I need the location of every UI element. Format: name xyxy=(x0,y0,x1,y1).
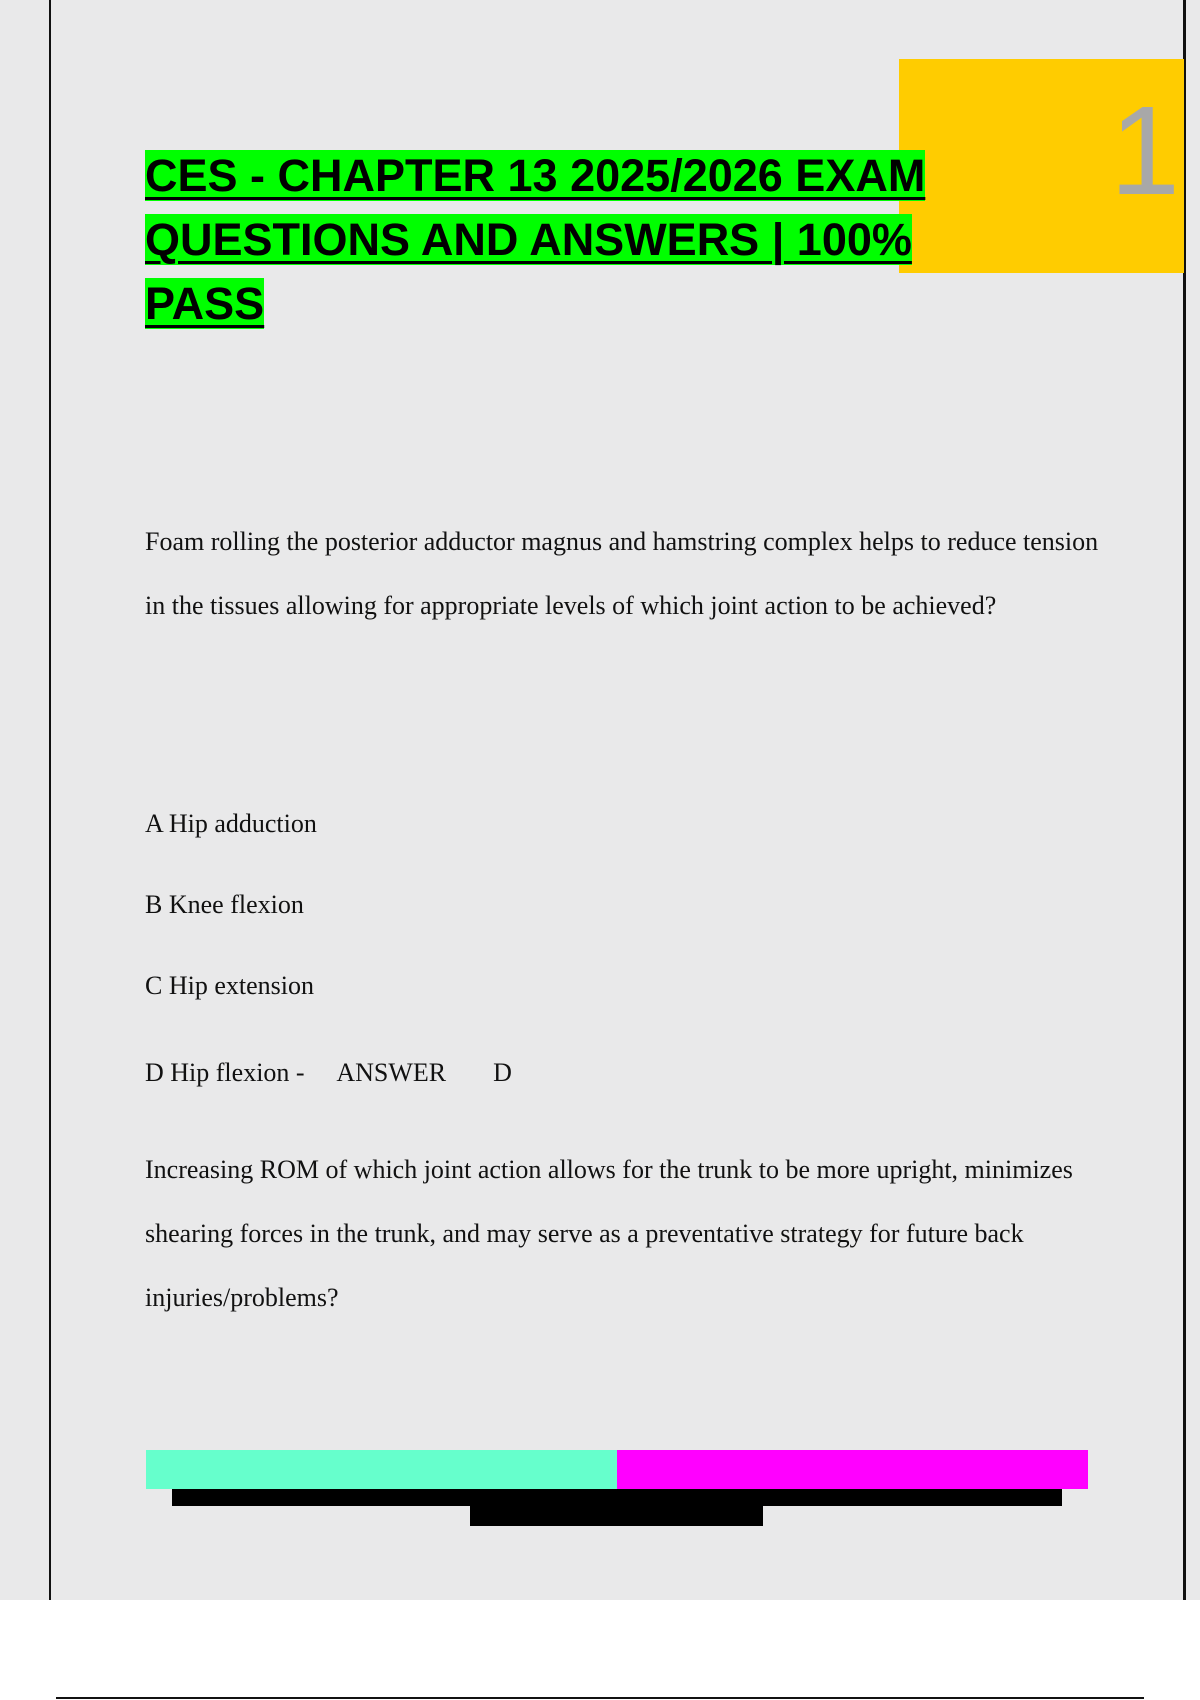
page-border-left xyxy=(49,0,51,1600)
footer-bar-magenta xyxy=(617,1450,1088,1489)
footer-bar-black-narrow xyxy=(470,1506,763,1526)
question-1-text: Foam rolling the posterior adductor magnus and hamstring complex helps to reduce tension in the tissues allowing for appropriate levels of which joint action to be achieved? xyxy=(145,527,1099,620)
title-line-1: CES - CHAPTER 13 2025/2026 EXAM xyxy=(145,150,926,201)
footer-bar-black-wide xyxy=(172,1489,1062,1506)
title-line-2: QUESTIONS AND ANSWERS | 100% xyxy=(145,214,912,265)
footer-bar-cyan xyxy=(146,1450,617,1489)
question-2-text: Increasing ROM of which joint action allows for the trunk to be more upright, minimizes shearing forces in the trunk, and may serve as a preventative strategy for future back injuries/problems? xyxy=(145,1155,1073,1312)
document-title xyxy=(145,144,1005,336)
option-d-with-answer: D Hip flexion -   ANSWER ✓✓D xyxy=(145,1058,512,1087)
option-b: B Knee flexion xyxy=(145,890,304,919)
page-number: 1 xyxy=(1109,80,1180,221)
title-line-3: PASS xyxy=(145,278,265,329)
question-1-options xyxy=(145,800,1045,1130)
bottom-divider xyxy=(56,1697,1144,1699)
option-a: A Hip adduction xyxy=(145,809,317,838)
option-c: C Hip extension xyxy=(145,971,314,1000)
